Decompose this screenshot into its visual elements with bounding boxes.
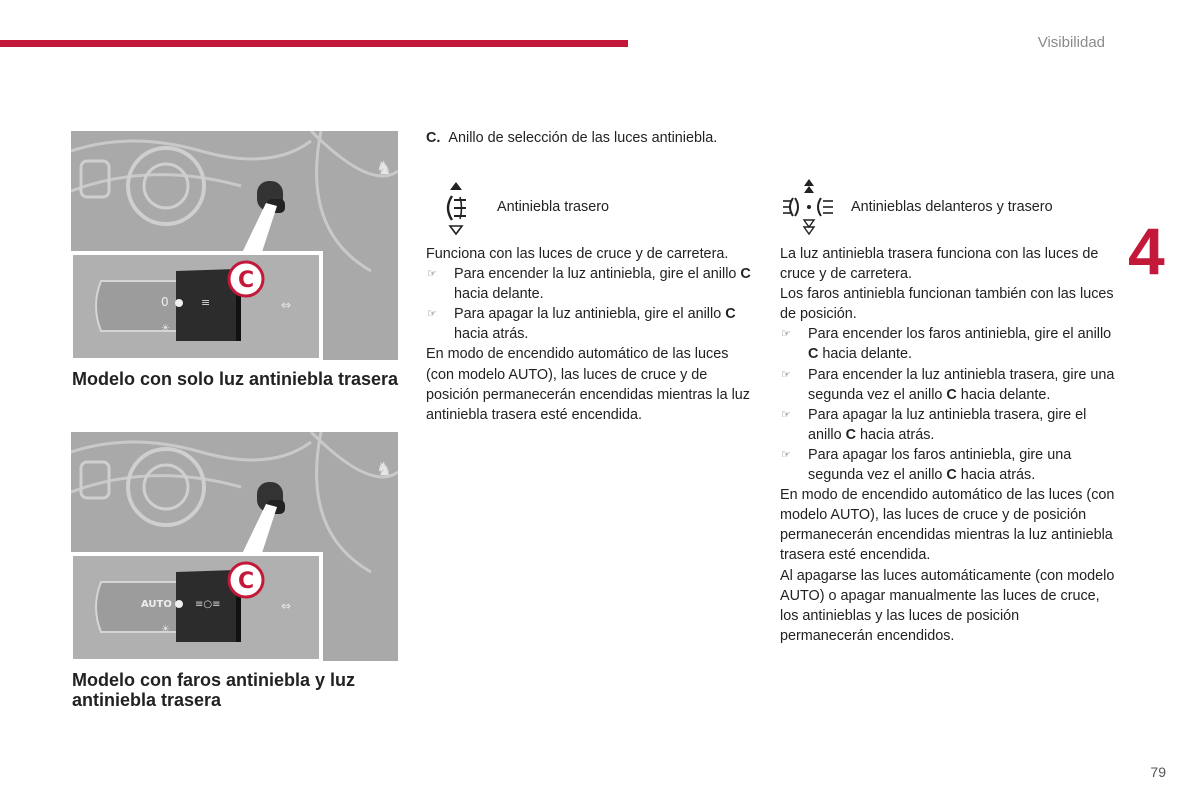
figure-ring-letter: C bbox=[238, 569, 255, 594]
column-front-rear-fog-text bbox=[780, 244, 1115, 646]
rear-fog-icon bbox=[436, 180, 476, 241]
ring-letter-label: C. bbox=[426, 130, 441, 146]
paragraph: En modo de encendido automático de las luces (con modelo AUTO), las luces de cruce y de posición permanecerán encendidas mientras la luz antiniebla trasera esté encendida. bbox=[780, 487, 1115, 564]
svg-text:≡○≡: ≡○≡ bbox=[195, 599, 221, 610]
front-rear-fog-icon bbox=[781, 178, 837, 241]
paragraph: Los faros antiniebla funcionan también con las luces de posición. bbox=[780, 286, 1114, 323]
bullet-item: ☞ Para encender los faros antiniebla, gire el anillo C hacia delante. bbox=[780, 324, 1115, 364]
model-title-front-rear-fog: Modelo con faros antiniebla y luz antiniebla trasera bbox=[72, 670, 356, 710]
paragraph: En modo de encendido automático de las luces (con modelo AUTO), las luces de cruce y de posición permanecerán encendidas mientras la luz antiniebla trasera esté encendida. bbox=[426, 346, 750, 423]
svg-text:≡: ≡ bbox=[201, 296, 211, 309]
bullet-item: ☞ Para apagar los faros antiniebla, gire una segunda vez el anillo C hacia atrás. bbox=[780, 445, 1115, 485]
svg-text:⇔: ⇔ bbox=[281, 599, 292, 613]
bullet-item: ☞ Para apagar la luz antiniebla trasera, gire el anillo C hacia atrás. bbox=[780, 405, 1115, 445]
rear-fog-label: Antiniebla trasero bbox=[497, 199, 609, 215]
front-rear-fog-label: Antinieblas delanteros y trasero bbox=[851, 199, 1053, 215]
chapter-number: 4 bbox=[1128, 214, 1165, 288]
paragraph: Al apagarse las luces automáticamente (con modelo AUTO) o apagar manualmente las luces de cruce, los antinieblas y las luces de posición permanecerán encendidos. bbox=[780, 567, 1115, 644]
svg-text:♞: ♞ bbox=[376, 459, 393, 480]
figure-ring-letter: C bbox=[238, 268, 255, 293]
page-number: 79 bbox=[1150, 764, 1166, 780]
svg-text:♞: ♞ bbox=[376, 158, 393, 179]
bullet-item: ☞ Para encender la luz antiniebla trasera, gire una segunda vez el anillo C hacia delante. bbox=[780, 365, 1115, 405]
svg-text:⇔: ⇔ bbox=[281, 298, 292, 312]
bullet-item: ☞ Para encender la luz antiniebla, gire el anillo C hacia delante. bbox=[426, 264, 756, 304]
ring-description-text: Anillo de selección de las luces antiniebla. bbox=[448, 130, 718, 146]
section-title: Visibilidad bbox=[1037, 34, 1105, 51]
figure-stalk-front-rear-fog bbox=[71, 432, 398, 661]
figure-marking-zero: 0 bbox=[161, 295, 169, 309]
figure-marking-auto: AUTO bbox=[141, 599, 172, 610]
paragraph: Funciona con las luces de cruce y de carretera. bbox=[426, 246, 729, 262]
model-title-rear-fog-only: Modelo con solo luz antiniebla trasera bbox=[72, 369, 399, 389]
paragraph: La luz antiniebla trasera funciona con las luces de cruce y de carretera. bbox=[780, 246, 1099, 283]
svg-text:☀: ☀ bbox=[161, 323, 170, 334]
column-rear-fog-text bbox=[426, 244, 756, 425]
ring-description bbox=[426, 128, 786, 148]
svg-text:☀: ☀ bbox=[161, 624, 170, 635]
bullet-item: ☞ Para apagar la luz antiniebla, gire el anillo C hacia atrás. bbox=[426, 304, 756, 344]
figure-stalk-rear-fog bbox=[71, 131, 398, 360]
header-red-bar bbox=[0, 40, 628, 47]
